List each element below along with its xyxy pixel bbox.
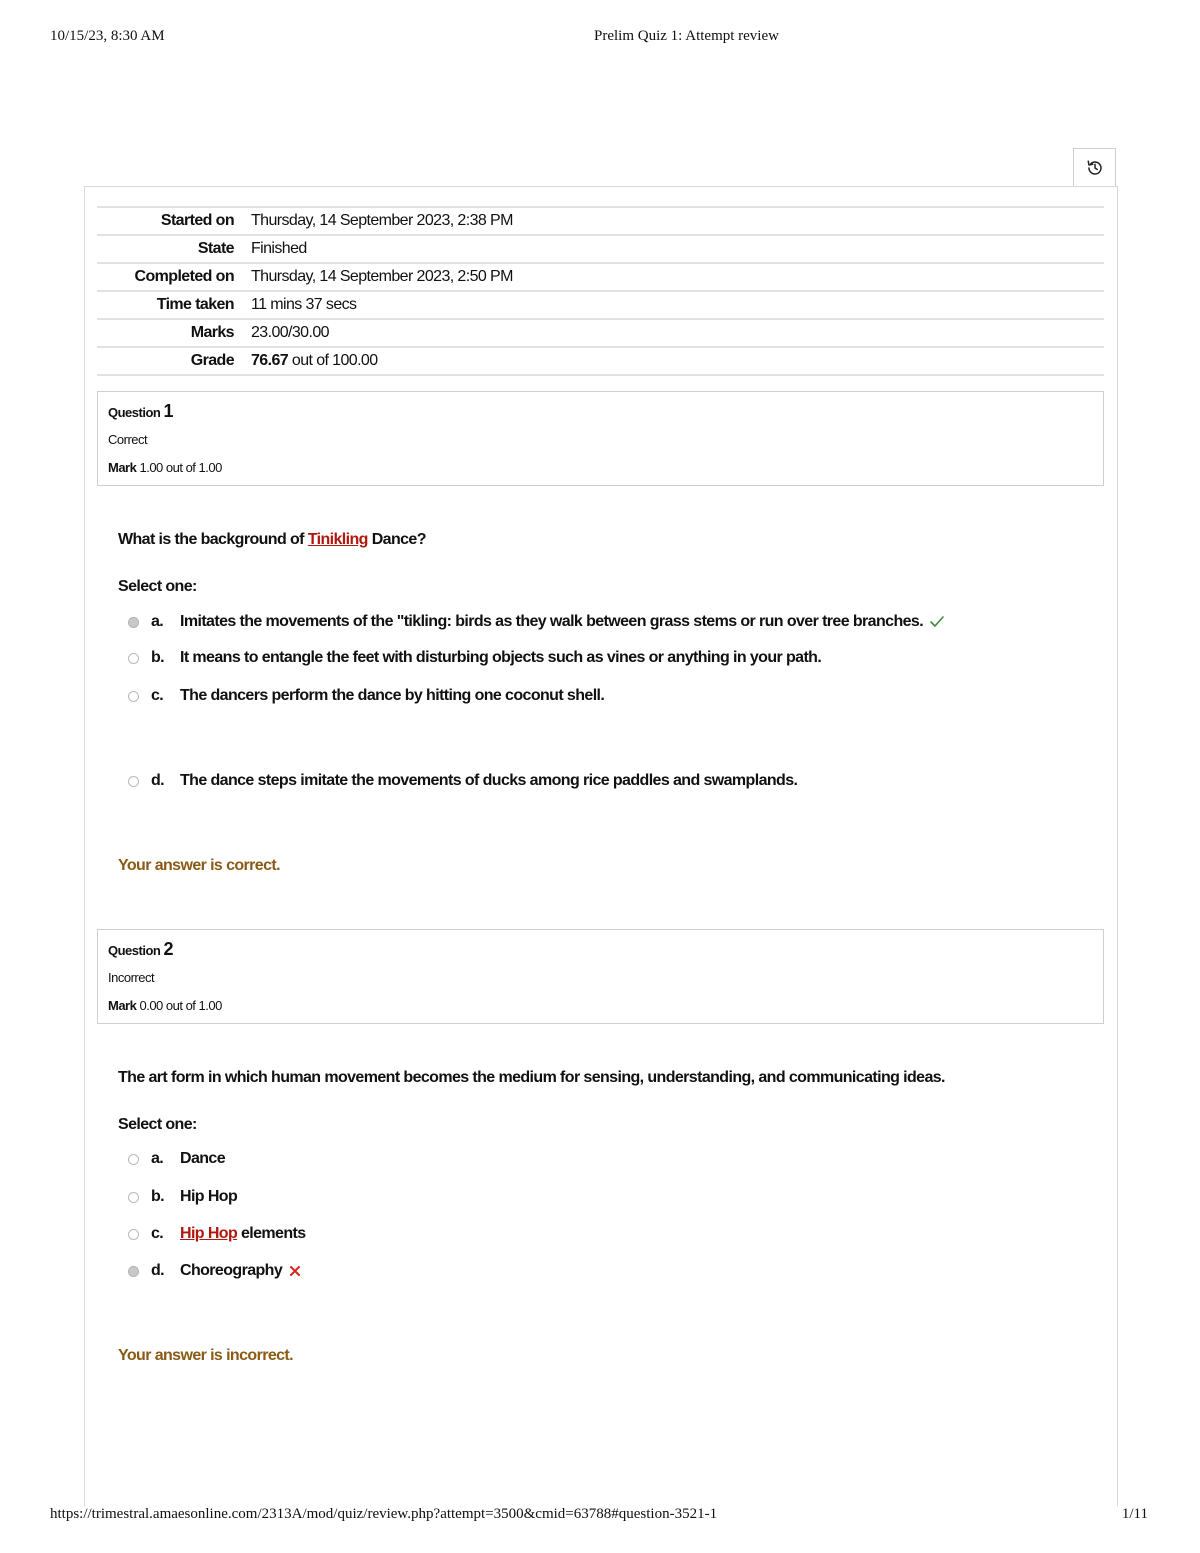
question-text-before: What is the background of xyxy=(118,531,308,548)
radio-button[interactable] xyxy=(128,653,139,664)
question-info-2 xyxy=(97,929,1104,1024)
correct-check-icon xyxy=(929,615,945,629)
question-state: Correct xyxy=(108,432,148,447)
mark-label: Mark xyxy=(108,460,137,475)
answer-option-2b[interactable] xyxy=(128,1186,237,1208)
question-state: Incorrect xyxy=(108,970,155,985)
answer-text: The dancers perform the dance by hitting one coconut shell. xyxy=(180,687,605,704)
answer-text: Imitates the movements of the "tikling: birds as they walk between grass stems or run over tree branches. xyxy=(180,613,924,630)
grade-score: 76.67 xyxy=(251,352,289,369)
answer-letter: b. xyxy=(151,649,165,666)
summary-label: Completed on xyxy=(134,268,234,285)
summary-value xyxy=(251,352,1104,370)
answer-letter: a. xyxy=(151,1150,164,1167)
answer-letter: b. xyxy=(151,1188,165,1205)
radio-button[interactable] xyxy=(128,776,139,787)
summary-row-completed xyxy=(97,264,1104,292)
radio-button[interactable] xyxy=(128,1192,139,1203)
question-label: Question xyxy=(108,943,161,958)
summary-label: State xyxy=(197,240,234,257)
question-mark xyxy=(108,460,222,475)
summary-value: Thursday, 14 September 2023, 2:38 PM xyxy=(251,212,513,229)
answer-letter: d. xyxy=(151,772,165,789)
answer-option-1d[interactable] xyxy=(128,770,797,792)
question-info-1 xyxy=(97,391,1104,486)
radio-button[interactable] xyxy=(128,617,139,628)
question-num: 2 xyxy=(163,939,173,959)
feedback-incorrect: Your answer is incorrect. xyxy=(118,1347,293,1364)
question-text-after: Dance? xyxy=(367,531,426,548)
summary-row-started xyxy=(97,208,1104,236)
question-number xyxy=(108,401,173,422)
answer-option-2a[interactable] xyxy=(128,1148,225,1170)
mark-label: Mark xyxy=(108,998,137,1013)
print-title: Prelim Quiz 1: Attempt review xyxy=(594,28,779,44)
answer-letter: c. xyxy=(151,687,164,704)
answer-option-1a[interactable] xyxy=(128,611,945,633)
answer-text: The dance steps imitate the movements of ducks among rice paddles and swamplands. xyxy=(180,772,798,789)
answer-text: Choreography xyxy=(180,1262,283,1279)
summary-row-marks xyxy=(97,320,1104,348)
question-text-2: The art form in which human movement becomes the medium for sensing, understanding, and communicating ideas. xyxy=(118,1069,945,1086)
glossary-link-hip-hop[interactable]: Hip Hop xyxy=(180,1225,238,1242)
summary-value: 23.00/30.00 xyxy=(251,324,329,341)
print-footer xyxy=(0,1506,1200,1526)
feedback-correct: Your answer is correct. xyxy=(118,857,280,874)
answer-text: Dance xyxy=(180,1150,226,1167)
radio-button[interactable] xyxy=(128,1154,139,1165)
answer-letter: c. xyxy=(151,1225,164,1242)
summary-row-state xyxy=(97,236,1104,264)
answer-option-1c[interactable] xyxy=(128,685,604,707)
summary-value: 11 mins 37 secs xyxy=(251,296,357,313)
glossary-link-tinikling[interactable]: Tinikling xyxy=(307,531,368,548)
radio-button[interactable] xyxy=(128,691,139,702)
summary-label: Started on xyxy=(160,212,234,229)
history-button[interactable] xyxy=(1073,148,1116,186)
summary-label: Time taken xyxy=(156,296,234,313)
answer-option-1b[interactable] xyxy=(128,647,821,669)
radio-button[interactable] xyxy=(128,1266,139,1277)
mark-value: 1.00 out of 1.00 xyxy=(139,460,222,475)
question-text-1 xyxy=(118,531,426,549)
answer-text xyxy=(180,1225,306,1243)
print-page-number: 1/11 xyxy=(1121,1506,1148,1522)
question-number xyxy=(108,939,173,960)
print-url: https://trimestral.amaesonline.com/2313A/mod/quiz/review.php?attempt=3500&cmid=63788#question-3521-1 xyxy=(50,1506,718,1522)
summary-label: Marks xyxy=(190,324,234,341)
summary-label: Grade xyxy=(190,352,234,369)
grade-suffix: out of 100.00 xyxy=(291,352,378,369)
question-label: Question xyxy=(108,405,161,420)
question-mark xyxy=(108,998,222,1013)
select-one-prompt: Select one: xyxy=(118,578,197,595)
summary-row-grade xyxy=(97,348,1104,376)
incorrect-cross-icon xyxy=(288,1264,302,1278)
answer-option-2d[interactable] xyxy=(128,1260,302,1282)
summary-value: Thursday, 14 September 2023, 2:50 PM xyxy=(251,268,513,285)
answer-text: It means to entangle the feet with disturbing objects such as vines or anything in your path. xyxy=(180,649,822,666)
answer-option-2c[interactable] xyxy=(128,1223,306,1245)
print-datetime: 10/15/23, 8:30 AM xyxy=(50,28,165,44)
print-header xyxy=(0,28,1200,48)
summary-row-time xyxy=(97,292,1104,320)
answer-letter: d. xyxy=(151,1262,165,1279)
answer-text: Hip Hop xyxy=(180,1188,238,1205)
answer-text-after: elements xyxy=(237,1225,306,1242)
summary-value: Finished xyxy=(251,240,307,257)
answer-letter: a. xyxy=(151,613,164,630)
radio-button[interactable] xyxy=(128,1229,139,1240)
mark-value: 0.00 out of 1.00 xyxy=(139,998,222,1013)
history-icon xyxy=(1086,159,1104,177)
page-frame xyxy=(84,186,1118,1506)
select-one-prompt: Select one: xyxy=(118,1116,197,1133)
question-num: 1 xyxy=(163,401,173,421)
attempt-summary xyxy=(97,206,1104,376)
